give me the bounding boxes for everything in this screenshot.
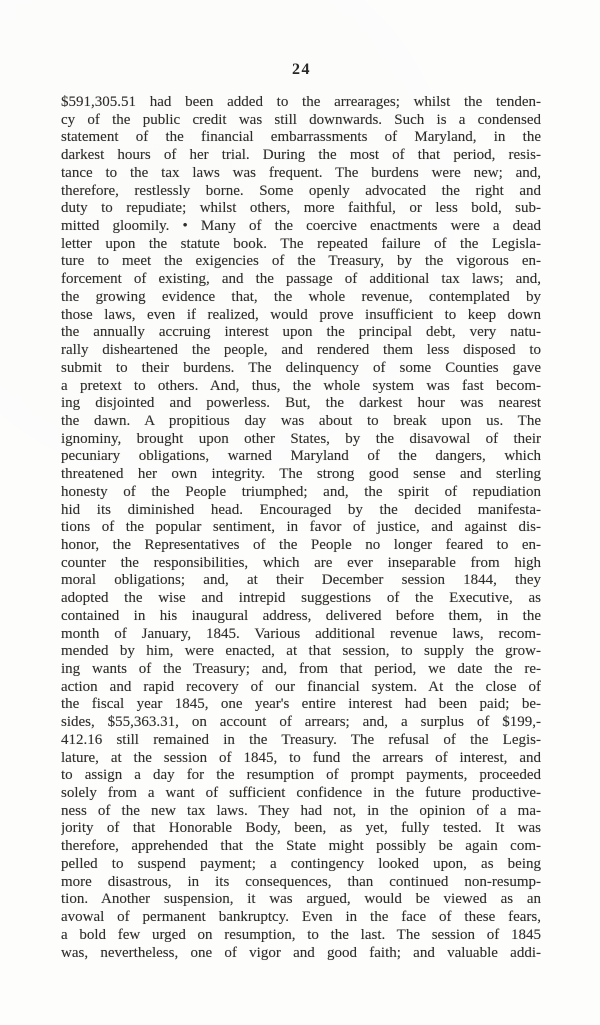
text-line: was, nevertheless, one of vigor and good faith; and valuable addi- [61,944,541,961]
text-line: the annually accruing interest upon the principal debt, very natu- [61,324,541,341]
text-line: mitted gloomily. • Many of the coercive enactments were a dead [61,218,541,235]
text-line: contained in his inaugural address, delivered before them, in the [61,607,541,624]
text-line: ture to meet the exigencies of the Treasury, by the vigorous en- [61,253,541,270]
text-line: forcement of existing, and the passage of additional tax laws; and, [61,271,541,288]
text-line: threatened her own integrity. The strong good sense and sterling [61,466,541,483]
text-line: the growing evidence that, the whole revenue, contemplated by [61,288,541,305]
text-line: rally disheartened the people, and rendered them less disposed to [61,342,541,359]
text-line: counter the responsibilities, which are ever inseparable from high [61,554,541,571]
text-line: $591,305.51 had been added to the arrearages; whilst the tenden- [61,94,541,110]
text-line: therefore, restlessly borne. Some openly advocated the right and [61,182,541,199]
text-line: month of January, 1845. Various additional revenue laws, recom- [61,625,541,642]
text-line: statement of the financial embarrassments of Maryland, in the [61,129,541,146]
text-line: those laws, even if realized, would prove insufficient to keep down [61,306,541,323]
text-line: mended by him, were enacted, at that session, to supply the grow- [61,643,541,660]
text-line: darkest hours of her trial. During the most of that period, resis- [61,147,541,164]
text-line: a pretext to others. And, thus, the whole system was fast becom- [61,377,541,394]
text-line: ignominy, brought upon other States, by the disavowal of their [61,430,541,447]
text-line: adopted the wise and intrepid suggestions of the Executive, as [61,590,541,607]
text-line: a bold few urged on resumption, to the last. The session of 1845 [61,926,541,943]
text-line: the fiscal year 1845, one year's entire interest had been paid; be- [61,696,541,713]
text-line: jority of that Honorable Body, been, as yet, fully tested. It was [61,820,541,837]
text-line: duty to repudiate; whilst others, more faithful, or less bold, sub- [61,200,541,217]
text-line: lature, at the session of 1845, to fund the arrears of interest, and [61,749,541,766]
text-line: moral obligations; and, at their December session 1844, they [61,572,541,589]
text-line: tions of the popular sentiment, in favor of justice, and against dis- [61,519,541,536]
text-line: ness of the new tax laws. They had not, in the opinion of a ma- [61,802,541,819]
text-line: honor, the Representatives of the People no longer feared to en- [61,536,541,553]
text-line: honesty of the People triumphed; and, the spirit of repudiation [61,483,541,500]
text-line: tance to the tax laws was frequent. The burdens were new; and, [61,164,541,181]
text-line: submit to their burdens. The delinquency of some Counties gave [61,359,541,376]
text-line: cy of the public credit was still downwards. Such is a condensed [61,111,541,128]
text-line: the dawn. A propitious day was about to break upon us. The [61,412,541,429]
text-line: ing wants of the Treasury; and, from that period, we date the re- [61,661,541,677]
text-line: pelled to suspend payment; a contingency looked upon, as being [61,855,541,872]
text-line: avowal of permanent bankruptcy. Even in the face of these fears, [61,909,541,926]
text-line: more disastrous, in its consequences, than continued non-resump- [61,873,541,890]
text-line: solely from a want of sufficient confidence in the future productive- [61,785,541,802]
text-line: action and rapid recovery of our financial system. At the close of [61,678,541,695]
text-line: letter upon the statute book. The repeated failure of the Legisla- [61,235,541,252]
text-line: ing disjointed and powerless. But, the darkest hour was nearest [61,395,541,412]
text-line: pecuniary obligations, warned Maryland of the dangers, which [61,448,541,465]
text-line: tion. Another suspension, it was argued, would be viewed as an [61,891,541,908]
text-line: 412.16 still remained in the Treasury. The refusal of the Legis- [61,731,541,748]
text-line: sides, $55,363.31, on account of arrears; and, a surplus of $199,- [61,714,541,731]
page-number: 24 [292,61,311,78]
text-line: hid its diminished head. Encouraged by the decided manifesta- [61,501,541,518]
text-line: therefore, apprehended that the State might possibly be again com- [61,838,541,855]
body-text [61,94,541,962]
text-line: to assign a day for the resumption of prompt payments, proceeded [61,767,541,784]
